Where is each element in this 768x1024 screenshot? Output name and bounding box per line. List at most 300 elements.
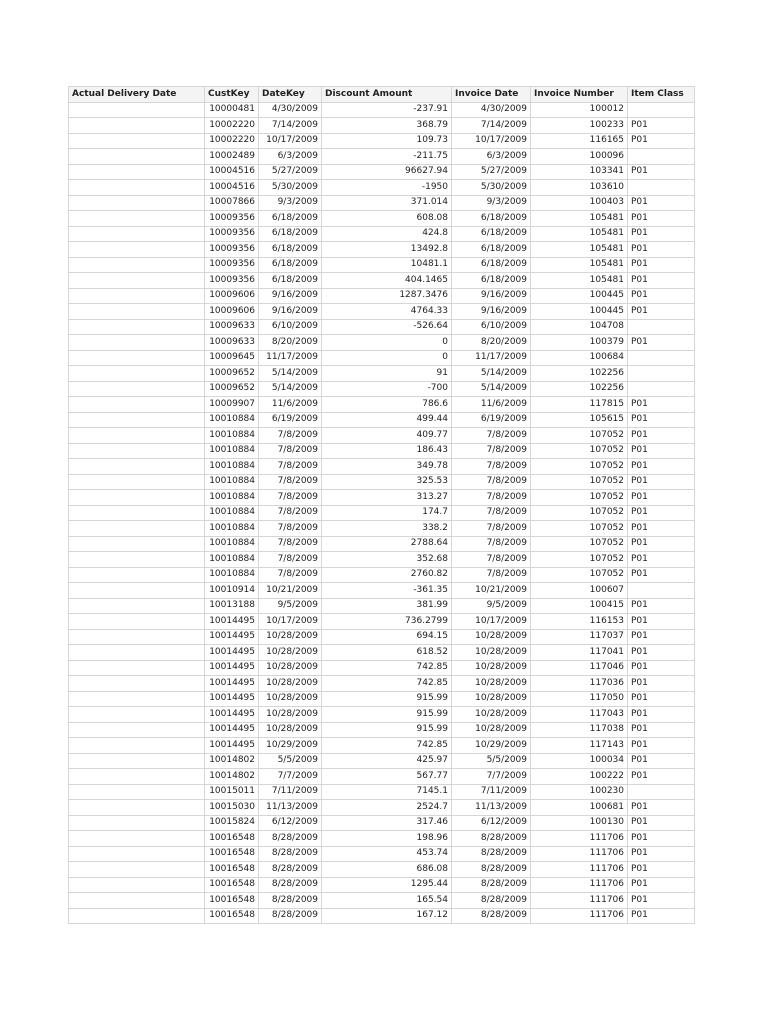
cell-invoice-date: 9/16/2009: [452, 304, 531, 320]
cell-item-class: P01: [628, 459, 695, 475]
table-row: [69, 908, 695, 924]
cell-invoice-date: 7/8/2009: [452, 536, 531, 552]
cell-datekey: 8/28/2009: [259, 862, 322, 878]
cell-custkey: 10010884: [205, 490, 259, 506]
cell-invoice-date: 6/18/2009: [452, 242, 531, 258]
cell-invoice-date: 10/28/2009: [452, 691, 531, 707]
cell-item-class: P01: [628, 505, 695, 521]
cell-invoice-number: 107052: [531, 490, 628, 506]
cell-invoice-date: 10/28/2009: [452, 676, 531, 692]
cell-invoice-date: 8/28/2009: [452, 908, 531, 924]
table-row: [69, 118, 695, 134]
cell-invoice-number: 105481: [531, 211, 628, 227]
cell-actual-delivery-date: [69, 366, 205, 382]
cell-custkey: 10016548: [205, 846, 259, 862]
cell-discount-amount: 425.97: [322, 753, 452, 769]
cell-discount-amount: 608.08: [322, 211, 452, 227]
cell-custkey: 10009652: [205, 366, 259, 382]
cell-actual-delivery-date: [69, 133, 205, 149]
table-row: [69, 862, 695, 878]
table-row: [69, 660, 695, 676]
cell-custkey: 10013188: [205, 598, 259, 614]
table-row: [69, 753, 695, 769]
table-row: [69, 645, 695, 661]
cell-discount-amount: 381.99: [322, 598, 452, 614]
cell-item-class: P01: [628, 211, 695, 227]
cell-item-class: P01: [628, 862, 695, 878]
cell-invoice-number: 100445: [531, 288, 628, 304]
cell-actual-delivery-date: [69, 474, 205, 490]
cell-actual-delivery-date: [69, 242, 205, 258]
cell-invoice-date: 10/29/2009: [452, 738, 531, 754]
cell-invoice-date: 6/18/2009: [452, 257, 531, 273]
cell-actual-delivery-date: [69, 722, 205, 738]
cell-actual-delivery-date: [69, 521, 205, 537]
cell-custkey: 10016548: [205, 893, 259, 909]
cell-invoice-date: 6/18/2009: [452, 273, 531, 289]
cell-invoice-date: 8/28/2009: [452, 877, 531, 893]
cell-actual-delivery-date: [69, 273, 205, 289]
cell-datekey: 7/8/2009: [259, 459, 322, 475]
cell-invoice-number: 102256: [531, 366, 628, 382]
cell-invoice-date: 8/28/2009: [452, 893, 531, 909]
cell-invoice-date: 8/20/2009: [452, 335, 531, 351]
cell-discount-amount: 0: [322, 350, 452, 366]
cell-invoice-date: 9/16/2009: [452, 288, 531, 304]
cell-datekey: 7/8/2009: [259, 505, 322, 521]
table-row: [69, 877, 695, 893]
cell-actual-delivery-date: [69, 862, 205, 878]
cell-datekey: 5/14/2009: [259, 366, 322, 382]
cell-custkey: 10014495: [205, 676, 259, 692]
cell-item-class: P01: [628, 877, 695, 893]
table-row: [69, 180, 695, 196]
table-row: [69, 738, 695, 754]
cell-item-class: P01: [628, 536, 695, 552]
cell-actual-delivery-date: [69, 304, 205, 320]
table-row: [69, 304, 695, 320]
cell-datekey: 10/17/2009: [259, 614, 322, 630]
cell-invoice-date: 5/30/2009: [452, 180, 531, 196]
cell-datekey: 5/30/2009: [259, 180, 322, 196]
cell-item-class: P01: [628, 831, 695, 847]
table-row: [69, 800, 695, 816]
cell-datekey: 10/28/2009: [259, 707, 322, 723]
cell-datekey: 10/29/2009: [259, 738, 322, 754]
cell-item-class: P01: [628, 490, 695, 506]
table-row: [69, 459, 695, 475]
cell-actual-delivery-date: [69, 226, 205, 242]
table-row: [69, 319, 695, 335]
column-header-invoice-date: Invoice Date: [452, 87, 531, 103]
cell-item-class: P01: [628, 428, 695, 444]
cell-invoice-number: 116153: [531, 614, 628, 630]
cell-actual-delivery-date: [69, 629, 205, 645]
cell-invoice-number: 111706: [531, 908, 628, 924]
cell-datekey: 7/11/2009: [259, 784, 322, 800]
cell-discount-amount: -361.35: [322, 583, 452, 599]
table-row: [69, 412, 695, 428]
table-row: [69, 195, 695, 211]
cell-actual-delivery-date: [69, 459, 205, 475]
cell-invoice-date: 11/17/2009: [452, 350, 531, 366]
cell-invoice-date: 10/21/2009: [452, 583, 531, 599]
cell-item-class: P01: [628, 552, 695, 568]
cell-item-class: P01: [628, 443, 695, 459]
cell-invoice-date: 7/8/2009: [452, 459, 531, 475]
cell-actual-delivery-date: [69, 893, 205, 909]
table-row: [69, 893, 695, 909]
table-row: [69, 846, 695, 862]
cell-discount-amount: 368.79: [322, 118, 452, 134]
cell-invoice-number: 100034: [531, 753, 628, 769]
cell-discount-amount: 567.77: [322, 769, 452, 785]
cell-discount-amount: -237.91: [322, 102, 452, 118]
cell-datekey: 10/28/2009: [259, 660, 322, 676]
cell-custkey: 10014495: [205, 738, 259, 754]
table-header: [69, 87, 695, 103]
cell-invoice-number: 105615: [531, 412, 628, 428]
cell-discount-amount: 2524.7: [322, 800, 452, 816]
cell-actual-delivery-date: [69, 397, 205, 413]
cell-invoice-number: 117815: [531, 397, 628, 413]
cell-item-class: P01: [628, 753, 695, 769]
cell-invoice-number: 111706: [531, 877, 628, 893]
cell-discount-amount: 4764.33: [322, 304, 452, 320]
cell-actual-delivery-date: [69, 257, 205, 273]
cell-invoice-date: 6/19/2009: [452, 412, 531, 428]
cell-item-class: P01: [628, 242, 695, 258]
cell-invoice-number: 100096: [531, 149, 628, 165]
cell-discount-amount: 404.1465: [322, 273, 452, 289]
cell-datekey: 7/8/2009: [259, 567, 322, 583]
cell-discount-amount: -526.64: [322, 319, 452, 335]
cell-item-class: P01: [628, 660, 695, 676]
table-row: [69, 676, 695, 692]
cell-datekey: 10/28/2009: [259, 722, 322, 738]
cell-invoice-number: 100379: [531, 335, 628, 351]
cell-actual-delivery-date: [69, 412, 205, 428]
column-header-custkey: CustKey: [205, 87, 259, 103]
cell-invoice-date: 5/27/2009: [452, 164, 531, 180]
cell-item-class: P01: [628, 691, 695, 707]
cell-actual-delivery-date: [69, 490, 205, 506]
cell-item-class: P01: [628, 769, 695, 785]
cell-item-class: P01: [628, 521, 695, 537]
cell-invoice-number: 100681: [531, 800, 628, 816]
cell-actual-delivery-date: [69, 288, 205, 304]
cell-discount-amount: 167.12: [322, 908, 452, 924]
table-row: [69, 257, 695, 273]
cell-actual-delivery-date: [69, 505, 205, 521]
cell-item-class: P01: [628, 226, 695, 242]
cell-datekey: 6/19/2009: [259, 412, 322, 428]
cell-actual-delivery-date: [69, 381, 205, 397]
cell-invoice-number: 100233: [531, 118, 628, 134]
cell-custkey: 10010884: [205, 474, 259, 490]
cell-custkey: 10002220: [205, 118, 259, 134]
cell-datekey: 8/28/2009: [259, 846, 322, 862]
cell-datekey: 7/8/2009: [259, 490, 322, 506]
cell-actual-delivery-date: [69, 211, 205, 227]
cell-actual-delivery-date: [69, 784, 205, 800]
cell-datekey: 8/28/2009: [259, 893, 322, 909]
cell-discount-amount: 618.52: [322, 645, 452, 661]
cell-custkey: 10010884: [205, 521, 259, 537]
cell-invoice-date: 11/13/2009: [452, 800, 531, 816]
cell-invoice-date: 10/17/2009: [452, 614, 531, 630]
cell-invoice-date: 7/14/2009: [452, 118, 531, 134]
cell-custkey: 10014802: [205, 769, 259, 785]
column-header-actual-delivery-date: Actual Delivery Date: [69, 87, 205, 103]
cell-invoice-number: 117050: [531, 691, 628, 707]
cell-invoice-date: 6/10/2009: [452, 319, 531, 335]
cell-actual-delivery-date: [69, 598, 205, 614]
cell-datekey: 7/8/2009: [259, 474, 322, 490]
cell-custkey: 10015011: [205, 784, 259, 800]
table-row: [69, 350, 695, 366]
cell-custkey: 10014495: [205, 614, 259, 630]
cell-datekey: 10/28/2009: [259, 691, 322, 707]
cell-invoice-date: 7/8/2009: [452, 567, 531, 583]
cell-invoice-number: 107052: [531, 474, 628, 490]
cell-invoice-date: 7/7/2009: [452, 769, 531, 785]
cell-custkey: 10016548: [205, 862, 259, 878]
cell-invoice-date: 7/8/2009: [452, 443, 531, 459]
cell-discount-amount: 91: [322, 366, 452, 382]
cell-invoice-number: 105481: [531, 273, 628, 289]
cell-actual-delivery-date: [69, 660, 205, 676]
cell-discount-amount: 499.44: [322, 412, 452, 428]
cell-invoice-number: 105481: [531, 242, 628, 258]
cell-item-class: P01: [628, 629, 695, 645]
cell-item-class: P01: [628, 257, 695, 273]
cell-discount-amount: -1950: [322, 180, 452, 196]
cell-invoice-date: 4/30/2009: [452, 102, 531, 118]
cell-discount-amount: 453.74: [322, 846, 452, 862]
cell-discount-amount: 686.08: [322, 862, 452, 878]
table-row: [69, 149, 695, 165]
table-row: [69, 443, 695, 459]
table-row: [69, 831, 695, 847]
cell-actual-delivery-date: [69, 908, 205, 924]
cell-custkey: 10009633: [205, 335, 259, 351]
cell-item-class: P01: [628, 676, 695, 692]
cell-item-class: P01: [628, 397, 695, 413]
cell-datekey: 11/13/2009: [259, 800, 322, 816]
cell-actual-delivery-date: [69, 552, 205, 568]
cell-item-class: [628, 381, 695, 397]
cell-custkey: 10009356: [205, 226, 259, 242]
cell-invoice-date: 7/8/2009: [452, 490, 531, 506]
cell-item-class: P01: [628, 908, 695, 924]
cell-invoice-number: 103341: [531, 164, 628, 180]
cell-invoice-date: 8/28/2009: [452, 862, 531, 878]
cell-discount-amount: 694.15: [322, 629, 452, 645]
cell-custkey: 10009606: [205, 288, 259, 304]
cell-item-class: P01: [628, 800, 695, 816]
cell-custkey: 10000481: [205, 102, 259, 118]
cell-datekey: 6/18/2009: [259, 273, 322, 289]
cell-datekey: 6/18/2009: [259, 211, 322, 227]
table-body: [69, 102, 695, 924]
cell-item-class: [628, 784, 695, 800]
cell-discount-amount: 371.014: [322, 195, 452, 211]
cell-discount-amount: 165.54: [322, 893, 452, 909]
cell-invoice-number: 107052: [531, 443, 628, 459]
table-row: [69, 288, 695, 304]
cell-datekey: 7/8/2009: [259, 536, 322, 552]
cell-discount-amount: 349.78: [322, 459, 452, 475]
cell-item-class: P01: [628, 614, 695, 630]
cell-datekey: 4/30/2009: [259, 102, 322, 118]
table-row: [69, 226, 695, 242]
table-row: [69, 521, 695, 537]
cell-actual-delivery-date: [69, 443, 205, 459]
cell-datekey: 6/18/2009: [259, 257, 322, 273]
cell-item-class: P01: [628, 164, 695, 180]
cell-discount-amount: -700: [322, 381, 452, 397]
cell-item-class: [628, 180, 695, 196]
cell-item-class: [628, 149, 695, 165]
cell-discount-amount: 786.6: [322, 397, 452, 413]
cell-invoice-date: 10/28/2009: [452, 660, 531, 676]
cell-actual-delivery-date: [69, 567, 205, 583]
cell-invoice-date: 10/28/2009: [452, 707, 531, 723]
cell-custkey: 10009356: [205, 242, 259, 258]
cell-datekey: 6/18/2009: [259, 242, 322, 258]
cell-invoice-date: 8/28/2009: [452, 831, 531, 847]
cell-invoice-date: 7/8/2009: [452, 474, 531, 490]
cell-discount-amount: 325.53: [322, 474, 452, 490]
cell-discount-amount: 13492.8: [322, 242, 452, 258]
cell-custkey: 10015030: [205, 800, 259, 816]
cell-discount-amount: 317.46: [322, 815, 452, 831]
table-row: [69, 583, 695, 599]
cell-datekey: 7/14/2009: [259, 118, 322, 134]
table-row: [69, 164, 695, 180]
cell-datekey: 10/17/2009: [259, 133, 322, 149]
cell-custkey: 10014495: [205, 645, 259, 661]
cell-actual-delivery-date: [69, 102, 205, 118]
cell-invoice-date: 11/6/2009: [452, 397, 531, 413]
table-row: [69, 722, 695, 738]
cell-invoice-number: 100445: [531, 304, 628, 320]
cell-actual-delivery-date: [69, 614, 205, 630]
cell-actual-delivery-date: [69, 180, 205, 196]
cell-datekey: 7/8/2009: [259, 521, 322, 537]
cell-item-class: P01: [628, 815, 695, 831]
cell-discount-amount: 915.99: [322, 691, 452, 707]
cell-invoice-date: 10/28/2009: [452, 722, 531, 738]
cell-invoice-number: 104708: [531, 319, 628, 335]
cell-custkey: 10009356: [205, 273, 259, 289]
cell-item-class: P01: [628, 412, 695, 428]
cell-actual-delivery-date: [69, 676, 205, 692]
cell-invoice-number: 105481: [531, 226, 628, 242]
cell-discount-amount: 198.96: [322, 831, 452, 847]
cell-custkey: 10010884: [205, 443, 259, 459]
cell-invoice-number: 117143: [531, 738, 628, 754]
cell-datekey: 11/17/2009: [259, 350, 322, 366]
cell-invoice-number: 100684: [531, 350, 628, 366]
cell-discount-amount: 742.85: [322, 660, 452, 676]
cell-invoice-number: 107052: [531, 567, 628, 583]
cell-datekey: 7/8/2009: [259, 428, 322, 444]
cell-discount-amount: 174.7: [322, 505, 452, 521]
cell-datekey: 5/5/2009: [259, 753, 322, 769]
cell-actual-delivery-date: [69, 877, 205, 893]
cell-item-class: [628, 102, 695, 118]
cell-invoice-number: 116165: [531, 133, 628, 149]
cell-invoice-number: 107052: [531, 552, 628, 568]
cell-actual-delivery-date: [69, 428, 205, 444]
cell-item-class: P01: [628, 195, 695, 211]
cell-datekey: 11/6/2009: [259, 397, 322, 413]
cell-discount-amount: 1295.44: [322, 877, 452, 893]
cell-discount-amount: 736.2799: [322, 614, 452, 630]
cell-custkey: 10009652: [205, 381, 259, 397]
cell-datekey: 6/10/2009: [259, 319, 322, 335]
cell-invoice-number: 100130: [531, 815, 628, 831]
cell-custkey: 10014802: [205, 753, 259, 769]
table-row: [69, 242, 695, 258]
cell-custkey: 10014495: [205, 722, 259, 738]
column-header-invoice-number: Invoice Number: [531, 87, 628, 103]
cell-discount-amount: 409.77: [322, 428, 452, 444]
cell-invoice-number: 100415: [531, 598, 628, 614]
cell-custkey: 10014495: [205, 629, 259, 645]
cell-item-class: P01: [628, 288, 695, 304]
cell-actual-delivery-date: [69, 769, 205, 785]
cell-invoice-date: 7/8/2009: [452, 505, 531, 521]
cell-datekey: 8/28/2009: [259, 831, 322, 847]
cell-invoice-date: 5/14/2009: [452, 366, 531, 382]
cell-custkey: 10004516: [205, 164, 259, 180]
table-row: [69, 567, 695, 583]
cell-custkey: 10010884: [205, 459, 259, 475]
cell-actual-delivery-date: [69, 691, 205, 707]
cell-item-class: P01: [628, 645, 695, 661]
cell-invoice-date: 10/28/2009: [452, 629, 531, 645]
table-row: [69, 381, 695, 397]
cell-discount-amount: 96627.94: [322, 164, 452, 180]
cell-invoice-date: 7/8/2009: [452, 552, 531, 568]
cell-actual-delivery-date: [69, 536, 205, 552]
cell-datekey: 9/16/2009: [259, 288, 322, 304]
cell-discount-amount: 915.99: [322, 722, 452, 738]
cell-discount-amount: 0: [322, 335, 452, 351]
cell-invoice-number: 117036: [531, 676, 628, 692]
cell-discount-amount: -211.75: [322, 149, 452, 165]
cell-invoice-number: 100012: [531, 102, 628, 118]
cell-invoice-date: 6/3/2009: [452, 149, 531, 165]
cell-item-class: P01: [628, 304, 695, 320]
cell-actual-delivery-date: [69, 645, 205, 661]
cell-custkey: 10010914: [205, 583, 259, 599]
table-row: [69, 335, 695, 351]
cell-invoice-number: 117043: [531, 707, 628, 723]
cell-invoice-date: 10/28/2009: [452, 645, 531, 661]
cell-discount-amount: 2788.64: [322, 536, 452, 552]
cell-invoice-date: 10/17/2009: [452, 133, 531, 149]
table-row: [69, 691, 695, 707]
cell-invoice-date: 9/3/2009: [452, 195, 531, 211]
cell-custkey: 10010884: [205, 552, 259, 568]
cell-custkey: 10014495: [205, 707, 259, 723]
cell-actual-delivery-date: [69, 195, 205, 211]
table-row: [69, 273, 695, 289]
